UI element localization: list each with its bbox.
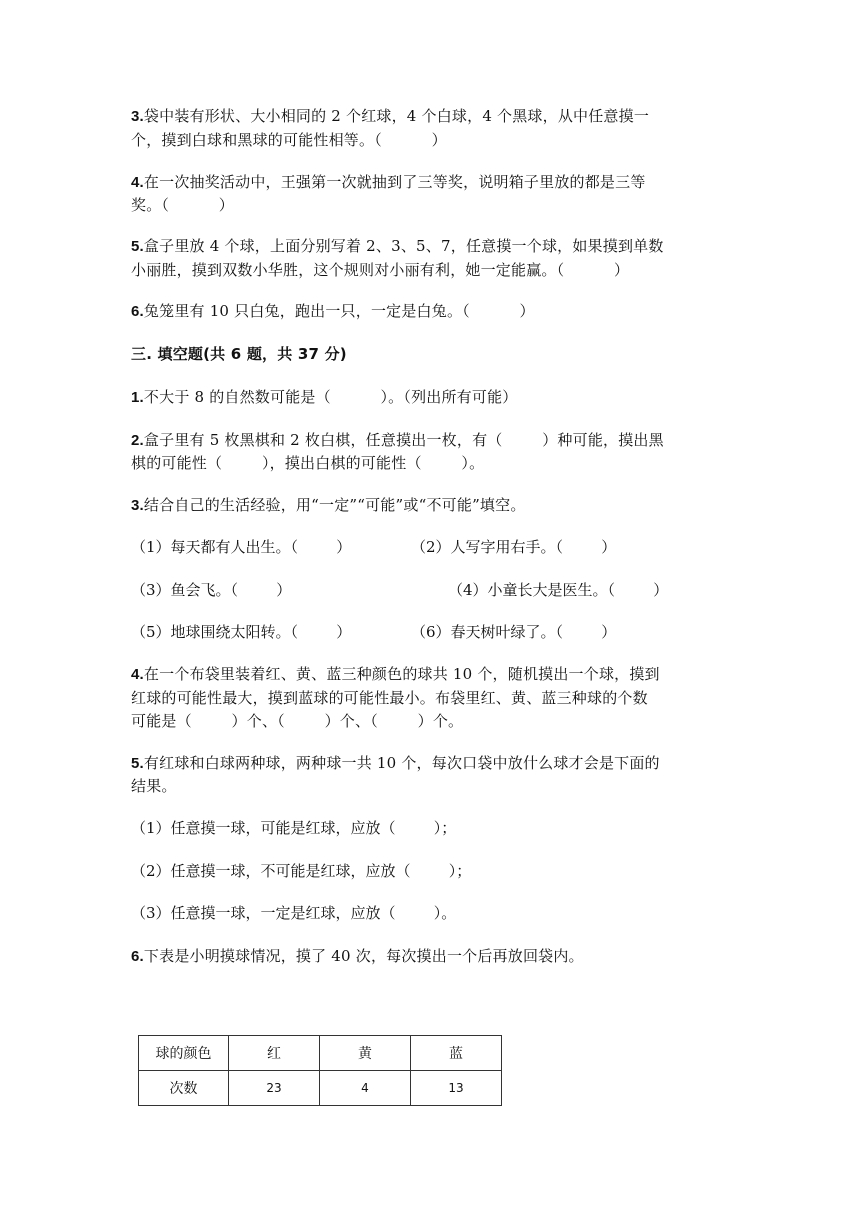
judge-q5-line1 — [131, 236, 664, 257]
judge-q6-line1 — [131, 301, 535, 322]
fill-q5-line1 — [131, 753, 660, 774]
question-number: 3. — [131, 497, 144, 514]
table-cell: 23 — [229, 1071, 320, 1106]
fill-q3-item-2: （2）人写字用右手。（ ） — [411, 538, 617, 556]
fill-q5-item-1: （1）任意摸一球，可能是红球，应放（ ）； — [131, 819, 457, 837]
judge-q3-line1 — [131, 106, 649, 127]
table-row — [139, 1071, 502, 1106]
question-number: 4. — [131, 174, 144, 191]
question-text: 结合自己的生活经验，用“一定”“可能”或“不可能”填空。 — [143, 496, 526, 514]
question-number: 6. — [131, 303, 144, 320]
fill-q3-item-5: （5）地球围绕太阳转。（ ） — [131, 623, 352, 641]
table-header-cell: 蓝 — [411, 1036, 502, 1071]
question-number: 1. — [131, 389, 144, 406]
table-header-cell: 黄 — [320, 1036, 411, 1071]
judge-q3-line2: 个，摸到白球和黑球的可能性相等。（ ） — [131, 131, 447, 149]
judge-q4-line2: 奖。（ ） — [131, 196, 234, 214]
fill-q4-line2: 红球的可能性最大，摸到蓝球的可能性最小。布袋里红、黄、蓝三种球的个数 — [131, 689, 648, 707]
question-number: 2. — [131, 432, 144, 449]
table-cell: 13 — [411, 1071, 502, 1106]
question-text: 兔笼里有 10 只白兔，跑出一只，一定是白兔。（ ） — [143, 302, 535, 320]
fill-q4-line3: 可能是（ ）个、（ ）个、（ ）个。 — [131, 712, 464, 730]
judge-q5-line2: 小丽胜，摸到双数小华胜，这个规则对小丽有利，她一定能赢。（ ） — [131, 261, 630, 279]
table-header-cell: 红 — [229, 1036, 320, 1071]
question-number: 6. — [131, 948, 144, 965]
question-text: 盒子里有 5 枚黑棋和 2 枚白棋，任意摸出一枚，有（ ）种可能，摸出黑 — [143, 431, 664, 449]
fill-q4-line1 — [131, 664, 660, 685]
fill-q5-item-3: （3）任意摸一球，一定是红球，应放（ ）。 — [131, 904, 457, 922]
table-cell: 次数 — [139, 1071, 229, 1106]
fill-q6-line1 — [131, 946, 584, 967]
question-text: 有红球和白球两种球，两种球一共 10 个，每次口袋中放什么球才会是下面的 — [143, 754, 660, 772]
question-number: 5. — [131, 238, 144, 255]
fill-q3-line1 — [131, 495, 526, 516]
question-text: 袋中装有形状、大小相同的 2 个红球，4 个白球，4 个黑球，从中任意摸一 — [143, 107, 650, 125]
fill-q5-line2: 结果。 — [131, 777, 177, 795]
fill-q3-item-1: （1）每天都有人出生。（ ） — [131, 538, 352, 556]
question-text: 盒子里放 4 个球，上面分别写着 2、3、5、7，任意摸一个球，如果摸到单数 — [143, 237, 664, 255]
fill-q3-item-6: （6）春天树叶绿了。（ ） — [411, 623, 617, 641]
fill-q1-line1 — [131, 387, 517, 408]
fill-q3-item-3: （3）鱼会飞。（ ） — [131, 581, 292, 599]
question-number: 5. — [131, 755, 144, 772]
fill-q2-line1 — [131, 430, 664, 451]
fill-q5-item-2: （2）任意摸一球，不可能是红球，应放（ ）； — [131, 862, 472, 880]
table-cell: 4 — [320, 1071, 411, 1106]
ball-draw-table — [138, 1035, 502, 1106]
question-number: 4. — [131, 666, 144, 683]
question-text: 不大于 8 的自然数可能是（ ）。（列出所有可能） — [143, 388, 518, 406]
table-header-row — [139, 1036, 502, 1071]
fill-q2-line2: 棋的可能性（ ），摸出白棋的可能性（ ）。 — [131, 454, 485, 472]
table-header-cell: 球的颜色 — [139, 1036, 229, 1071]
question-text: 在一次抽奖活动中，王强第一次就抽到了三等奖，说明箱子里放的都是三等 — [143, 173, 646, 191]
question-text: 下表是小明摸球情况，摸了 40 次，每次摸出一个后再放回袋内。 — [143, 947, 584, 965]
question-number: 3. — [131, 108, 144, 125]
judge-q4-line1 — [131, 172, 646, 193]
section-title: 三. 填空题(共 6 题，共 37 分) — [131, 345, 347, 363]
fill-q3-item-4: （4）小童长大是医生。（ ） — [448, 581, 669, 599]
question-text: 在一个布袋里装着红、黄、蓝三种颜色的球共 10 个，随机摸出一个球，摸到 — [143, 665, 660, 683]
